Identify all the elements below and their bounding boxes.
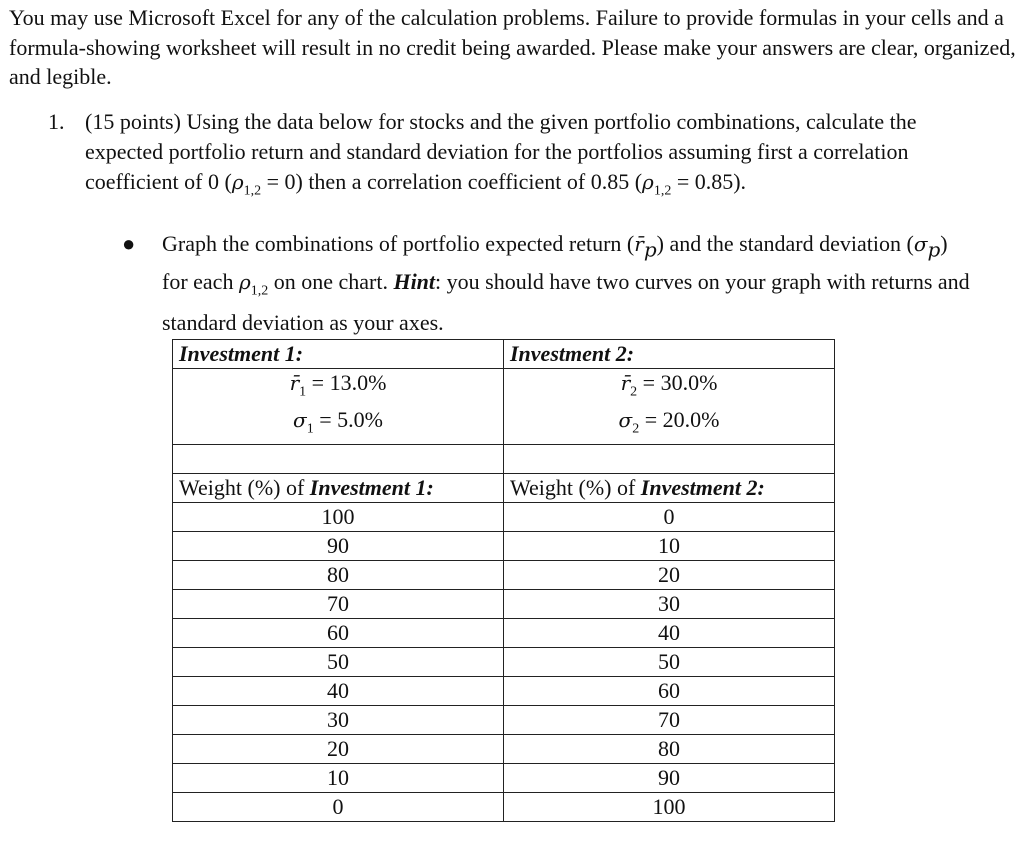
weight-2-cell: 80: [504, 734, 835, 763]
weight-1-cell: 50: [173, 647, 504, 676]
weight-prefix: Weight (%) of: [179, 474, 310, 500]
bullet-icon: ●: [122, 231, 136, 256]
table-header-row: [173, 340, 835, 369]
parameters-row: [173, 369, 835, 445]
investment-table: [172, 339, 835, 822]
weight-1-cell: 30: [173, 705, 504, 734]
investment-1-header: Investment 1:: [173, 340, 504, 369]
table-row: [173, 792, 835, 821]
table-row: [173, 618, 835, 647]
bullet-text-a: Graph the combinations of portfolio expected return (: [162, 231, 635, 256]
r-symbol: r̄: [620, 371, 631, 395]
weight-1-cell: 40: [173, 676, 504, 705]
investment-2-params: [504, 369, 835, 445]
table-row: [173, 647, 835, 676]
weight-2-cell: 100: [504, 792, 835, 821]
empty-cell: [504, 444, 835, 473]
question-text: [85, 107, 998, 206]
subscript: 1: [299, 384, 307, 400]
empty-row: [173, 444, 835, 473]
p-subscript: p: [643, 237, 657, 262]
subscript: 2: [632, 421, 640, 437]
weight-1-cell: 70: [173, 589, 504, 618]
weight-2-cell: 20: [504, 560, 835, 589]
bullet-text-c: ) for each: [162, 231, 948, 294]
rho-subscript: 1,2: [250, 283, 269, 299]
weight-1-cell: 10: [173, 763, 504, 792]
investment-2-return: = 30.0%: [637, 370, 718, 395]
instructions-paragraph: You may use Microsoft Excel for any of the calculation problems. Failure to provide formulas in your cells and a formula-showing worksheet will result in no credit being awarded. Please make your answers are clear, organized, and legible.: [9, 5, 1016, 89]
weight-2-cell: 0: [504, 502, 835, 531]
weight-2-cell: 90: [504, 763, 835, 792]
weight-2-cell: 60: [504, 676, 835, 705]
table-row: [173, 589, 835, 618]
empty-cell: [173, 444, 504, 473]
weight-1-cell: 90: [173, 531, 504, 560]
r-symbol: r̄: [289, 371, 300, 395]
hint-label: Hint: [393, 268, 436, 294]
weight-2-label: Investment 2:: [640, 474, 765, 500]
weight-1-cell: 20: [173, 734, 504, 763]
question-text-a: (15 points) Using the data below for stocks and the given portfolio combinations, calculate the expected portfolio return and standard deviation for the portfolios assuming first a correlation coefficient of 0 (: [85, 109, 917, 194]
weight-1-header: [173, 473, 504, 502]
table-row: [173, 502, 835, 531]
weight-2-cell: 70: [504, 705, 835, 734]
subscript: 2: [630, 384, 638, 400]
investment-1-params: [173, 369, 504, 445]
weight-1-cell: 0: [173, 792, 504, 821]
question-1: [48, 107, 998, 206]
rho-subscript: 1,2: [243, 182, 262, 198]
investment-1-return: = 13.0%: [306, 370, 387, 395]
weight-1-cell: 60: [173, 618, 504, 647]
weight-2-cell: 40: [504, 618, 835, 647]
weight-header-row: [173, 473, 835, 502]
rp-symbol: r̄: [634, 232, 644, 256]
weight-rows: [173, 502, 835, 821]
p-subscript: p: [927, 237, 941, 262]
sigma-symbol: σ: [913, 232, 928, 256]
table-row: [173, 560, 835, 589]
table-row: [173, 734, 835, 763]
subscript: 1: [306, 421, 314, 437]
bullet-text-e: : you should have two curves on your graph with returns and standard deviation as your axes.: [162, 268, 970, 335]
sigma-symbol: σ: [293, 408, 307, 433]
question-text-b: then a correlation coefficient of 0.85 (: [302, 168, 643, 194]
investment-2-header: Investment 2:: [504, 340, 835, 369]
weight-2-header: [504, 473, 835, 502]
weight-prefix: Weight (%) of: [510, 474, 641, 500]
table-row: [173, 676, 835, 705]
sigma-symbol: σ: [618, 408, 633, 433]
table-row: [173, 705, 835, 734]
bullet-text-b: ) and the standard deviation (: [656, 231, 914, 256]
weight-2-cell: 50: [504, 647, 835, 676]
equation-rho-0: = 0): [261, 168, 303, 194]
rho-symbol: ρ: [642, 169, 654, 194]
bullet-text-d: on one chart.: [268, 268, 394, 294]
table-row: [173, 763, 835, 792]
weight-1-cell: 80: [173, 560, 504, 589]
rho-symbol: ρ: [238, 269, 251, 294]
weight-2-cell: 30: [504, 589, 835, 618]
weight-1-label: Investment 1:: [309, 474, 434, 500]
bullet-graph-instruction: [122, 228, 972, 338]
investment-1-sd: = 5.0%: [313, 407, 383, 433]
equation-rho-085: = 0.85).: [671, 168, 747, 194]
weight-1-cell: 100: [173, 502, 504, 531]
table-row: [173, 531, 835, 560]
question-number: 1.: [48, 109, 65, 134]
investment-2-sd: = 20.0%: [639, 407, 720, 433]
rho-symbol: ρ: [231, 169, 244, 194]
rho-subscript: 1,2: [653, 182, 672, 198]
weight-2-cell: 10: [504, 531, 835, 560]
